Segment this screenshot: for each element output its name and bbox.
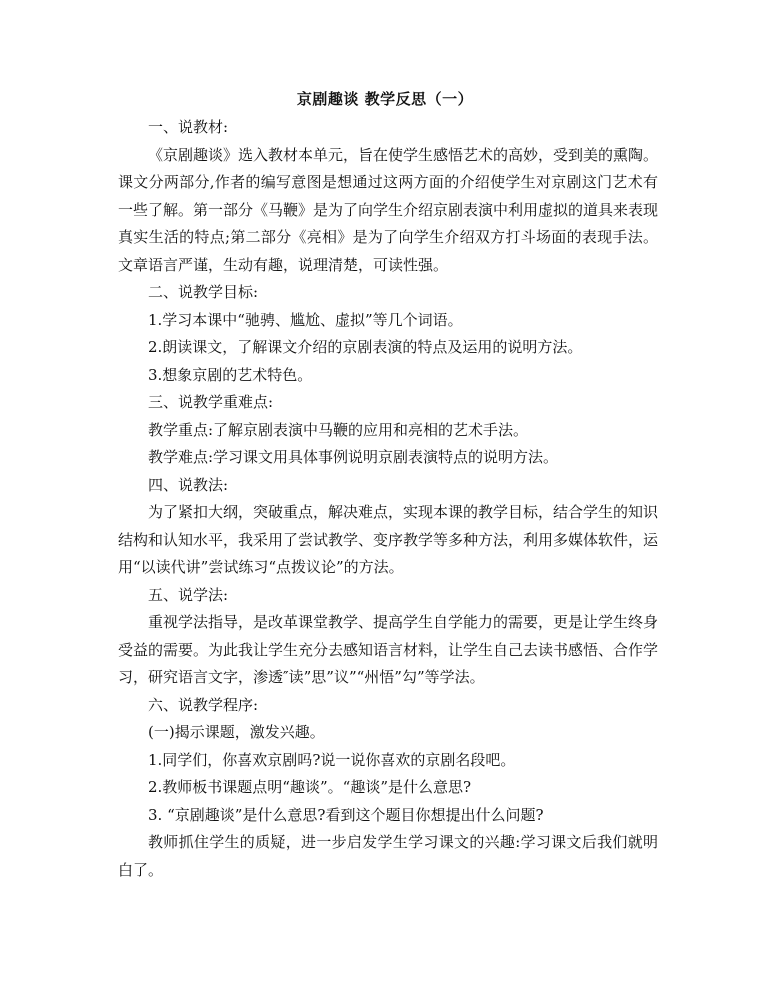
document-title: 京剧趣谈 教学反思（一） (296, 90, 474, 108)
paragraph-teaching-method: 为了紧扣大纲，突破重点，解决难点，实现本课的教学目标，结合学生的知识结构和认知水平，我采用了尝试教学、变序教学等多种方法，利用多媒体软件，运用“以读代讲”尝试练习“点拨议论”的方法。 (118, 503, 659, 576)
section-heading-learning-method: 五、说学法: (148, 585, 229, 604)
procedure-item-3: 3. “京剧趣谈”是什么意思?看到这个题目你想提出什么问题? (148, 805, 544, 824)
section-heading-key-points: 三、说教学重难点: (148, 393, 274, 411)
goal-item-2: 2.朗读课文，了解课文介绍的京剧表演的特点及运用的说明方法。 (148, 338, 583, 356)
section-heading-procedure: 六、说教学程序: (148, 695, 259, 714)
procedure-item-1: 1.同学们，你喜欢京剧吗?说一说你喜欢的京剧名段吧。 (148, 750, 516, 769)
section-heading-materials: 一、说教材: (148, 118, 229, 136)
key-point: 教学重点:了解京剧表演中马鞭的应用和亮相的艺术手法。 (148, 420, 529, 439)
procedure-item-2: 2.教师板书课题点明“趣谈”。“趣谈”是什么意思? (148, 778, 472, 796)
paragraph-procedure-summary: 教师抓住学生的质疑，进一步启发学生学习课文的兴趣:学习课文后我们就明白了。 (118, 833, 658, 879)
paragraph-learning-method: 重视学法指导，是改革课堂教学、提高学生自学能力的需要，更是让学生终身受益的需要。为此我让学生充分去感知语言材料，让学生自己去读书感悟、合作学习，研究语言文字，渗透″读”思”议”“州悟”勾”等学法。 (118, 613, 659, 686)
section-heading-teaching-method: 四、说教法: (148, 475, 229, 494)
procedure-step-heading: (一)揭示课题，激发兴趣。 (148, 723, 325, 741)
section-heading-goals: 二、说教学目标: (148, 283, 259, 301)
paragraph-materials: 《京剧趣谈》选入教材本单元，旨在使学生感悟艺术的高妙，受到美的熏陶。课文分两部分,作者的编写意图是想通过这两方面的介绍使学生对京剧这门艺术有一些了解。第一部分《马鞭》是为了向学生介绍京剧表演中利用虚拟的道具来表现真实生活的特点;第二部分《亮相》是为了向学生介绍双方打斗场面的表现手法。文章语言严谨，生动有趣，说理清楚，可读性强。 (118, 145, 659, 274)
difficult-point: 教学难点:学习课文用具体事例说明京剧表演特点的说明方法。 (148, 448, 559, 466)
goal-item-3: 3.想象京剧的艺术特色。 (148, 365, 313, 384)
goal-item-1: 1.学习本课中“驰骋、尴尬、虚拟”等几个词语。 (148, 310, 463, 329)
document-body (118, 114, 658, 884)
